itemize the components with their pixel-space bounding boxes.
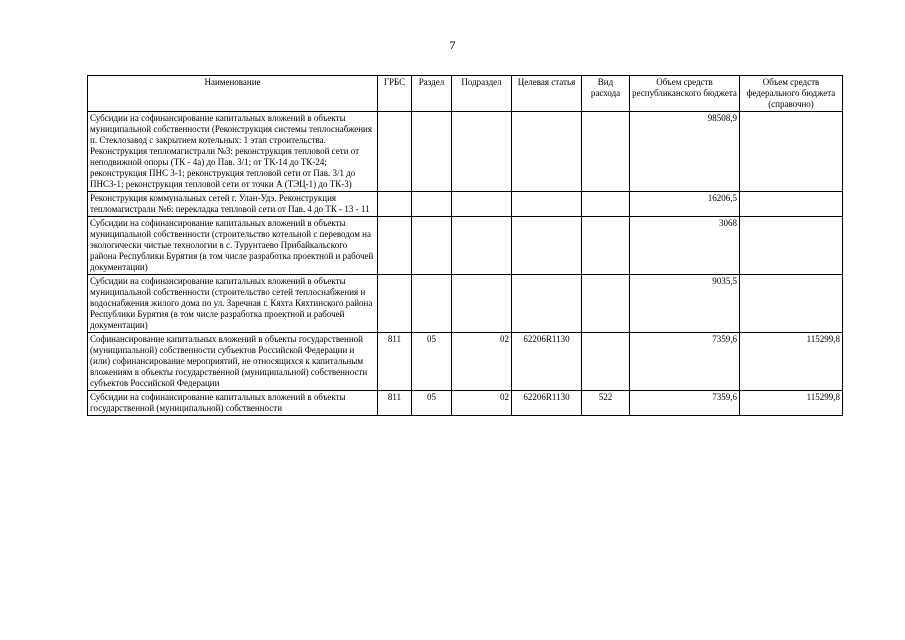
cell-grbs [378, 217, 412, 275]
cell-expense-type [582, 275, 630, 333]
cell-federal [740, 217, 843, 275]
cell-subsection [452, 217, 512, 275]
header-section: Раздел [412, 76, 452, 112]
cell-expense-type [582, 217, 630, 275]
cell-section [412, 217, 452, 275]
cell-federal [740, 275, 843, 333]
cell-target [512, 217, 582, 275]
budget-table [87, 75, 843, 416]
cell-expense-type: 522 [582, 391, 630, 416]
header-republic-budget: Объем средств республиканского бюджета [630, 76, 740, 112]
cell-expense-type [582, 192, 630, 217]
cell-name: Софинансирование капитальных вложений в объекты государственной (муниципальной) собственности субъектов Российской Федерации и (или) софинансирование мероприятий, не относящихся к капитальным вложениям в объекты государственной (муниципальной) собственности субъектов Российской Федерации [88, 333, 378, 391]
header-target: Целевая статья [512, 76, 582, 112]
cell-target [512, 112, 582, 192]
cell-subsection: 02 [452, 391, 512, 416]
cell-subsection [452, 275, 512, 333]
cell-section [412, 275, 452, 333]
cell-grbs: 811 [378, 391, 412, 416]
cell-target [512, 275, 582, 333]
table-row [88, 275, 843, 333]
table-row [88, 112, 843, 192]
cell-grbs: 811 [378, 333, 412, 391]
cell-republic: 3068 [630, 217, 740, 275]
cell-republic: 16206,5 [630, 192, 740, 217]
cell-republic: 98508,9 [630, 112, 740, 192]
table-row [88, 333, 843, 391]
cell-section [412, 112, 452, 192]
table-header-row [88, 76, 843, 112]
cell-federal [740, 192, 843, 217]
cell-target [512, 192, 582, 217]
header-name: Наименование [88, 76, 378, 112]
cell-expense-type [582, 333, 630, 391]
cell-name: Субсидии на софинансирование капитальных вложений в объекты государственной (муниципальной) собственности [88, 391, 378, 416]
cell-grbs [378, 275, 412, 333]
table-row [88, 192, 843, 217]
cell-target: 62206R1130 [512, 333, 582, 391]
cell-grbs [378, 192, 412, 217]
cell-name: Реконструкция коммунальных сетей г. Улан-Удэ. Реконструкция тепломагистрали №6: перекладка тепловой сети от Пав. 4 до ТК - 13 - 11 [88, 192, 378, 217]
cell-federal: 115299,8 [740, 391, 843, 416]
cell-target: 62206R1130 [512, 391, 582, 416]
cell-grbs [378, 112, 412, 192]
cell-section: 05 [412, 333, 452, 391]
cell-federal [740, 112, 843, 192]
cell-republic: 7359,6 [630, 333, 740, 391]
table-row [88, 217, 843, 275]
cell-republic: 9035,5 [630, 275, 740, 333]
cell-subsection [452, 192, 512, 217]
cell-name: Субсидии на софинансирование капитальных вложений в объекты муниципальной собственности (строительство сетей теплоснабжения и водоснабжения жилого дома по ул. Заречная г. Кяхта Кяхтинского района Республики Бурятия (в том числе разработка проектной и рабочей документации) [88, 275, 378, 333]
cell-expense-type [582, 112, 630, 192]
cell-name: Субсидии на софинансирование капитальных вложений в объекты муниципальной собственности (Реконструкция системы теплоснабжения п. Стеклозавод с закрытием котельных: 1 этап строительства. Реконструкция тепломагистрали №3: реконструкция тепловой сети от неподвижной опоры (ТК - 4а) до Пав. 3/1; от ТК-14 до ТК-24; реконструкция ПНС 3-1; реконструкция тепловой сети от Пав. 3/1 до ПНС3-1; реконструкция тепловой сети от точки А (ТЭЦ-1) до ТК-3) [88, 112, 378, 192]
header-expense-type: Вид расхода [582, 76, 630, 112]
cell-republic: 7359,6 [630, 391, 740, 416]
page-number: 7 [449, 38, 456, 52]
cell-section [412, 192, 452, 217]
cell-subsection [452, 112, 512, 192]
cell-federal: 115299,8 [740, 333, 843, 391]
header-grbs: ГРБС [378, 76, 412, 112]
cell-subsection: 02 [452, 333, 512, 391]
header-federal-budget: Объем средств федерального бюджета (справочно) [740, 76, 843, 112]
table-row [88, 391, 843, 416]
cell-section: 05 [412, 391, 452, 416]
cell-name: Субсидии на софинансирование капитальных вложений в объекты муниципальной собственности (строительство котельной с переводом на экологически чистые технологии в с. Турунтаево Прибайкальского района Республики Бурятия (в том числе разработка проектной и рабочей документации) [88, 217, 378, 275]
header-subsection: Подраздел [452, 76, 512, 112]
